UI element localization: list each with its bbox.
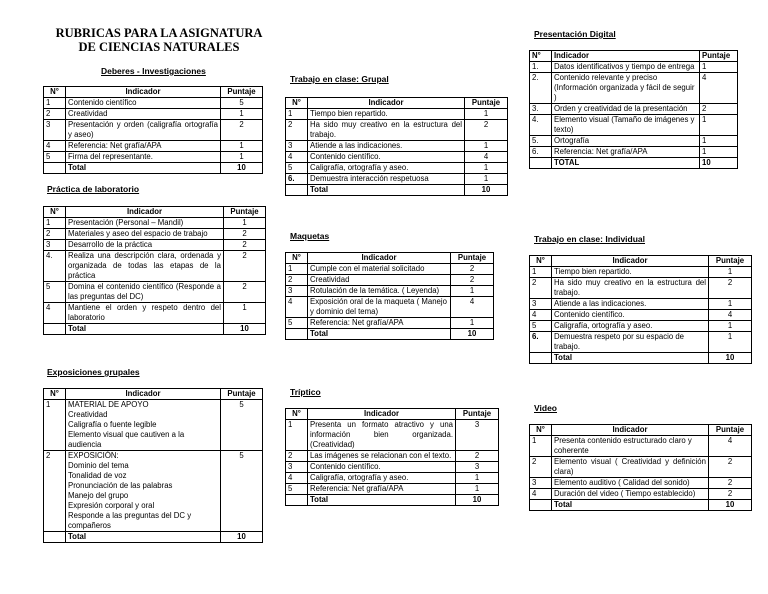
section-title-grupal: Trabajo en clase: Grupal bbox=[290, 74, 389, 84]
table-row: 1 Cumple con el material solicitado 2 bbox=[286, 264, 494, 275]
table-row: 5. Ortografía 1 bbox=[530, 136, 738, 147]
table-row: 2 Ha sido muy creativo en la estructura del trabajo. 2 bbox=[530, 278, 752, 299]
table-row: 1 MATERIAL DE APOYO Creatividad Caligrafía o fuente legible Elemento visual que cautiven a la audiencia 5 bbox=[44, 400, 263, 451]
section-title-video: Video bbox=[534, 403, 557, 413]
table-triptico bbox=[285, 408, 499, 506]
table-row: 2 Elemento visual ( Creatividad y definición clara) 2 bbox=[530, 457, 752, 478]
table-row: 3 Atiende a las indicaciones. 1 bbox=[530, 299, 752, 310]
table-row: 3 Atiende a las indicaciones. 1 bbox=[286, 141, 508, 152]
table-total-row: Total 10 bbox=[286, 329, 494, 340]
table-row: 4 Caligrafía, ortografía y aseo. 1 bbox=[286, 473, 499, 484]
table-header: N° Indicador Puntaje bbox=[530, 425, 752, 436]
table-row: 4 Referencia: Net grafía/APA 1 bbox=[44, 141, 263, 152]
table-total-row: Total 10 bbox=[44, 163, 263, 174]
table-grupal bbox=[285, 97, 508, 196]
table-header: N° Indicador Puntaje bbox=[286, 253, 494, 264]
table-total-row: Total 10 bbox=[286, 185, 508, 196]
table-row: 6. Referencia: Net grafía/APA 1 bbox=[530, 147, 738, 158]
section-title-exposiciones: Exposiciones grupales bbox=[47, 367, 140, 377]
table-row: 2 Las imágenes se relacionan con el texto. 2 bbox=[286, 451, 499, 462]
table-row: 2 Ha sido muy creativo en la estructura del trabajo. 2 bbox=[286, 120, 508, 141]
table-header: N° Indicador Puntaje bbox=[530, 256, 752, 267]
section-title-digital: Presentación Digital bbox=[534, 29, 616, 39]
table-exposiciones bbox=[43, 388, 263, 543]
table-row: 1 Presenta contenido estructurado claro y coherente 4 bbox=[530, 436, 752, 457]
table-row: 5 Caligrafía, ortografía y aseo. 1 bbox=[286, 163, 508, 174]
table-header: N° Indicador Puntaje bbox=[530, 51, 738, 62]
table-row: 2. Contenido relevante y preciso (Información organizada y fácil de seguir ) 4 bbox=[530, 73, 738, 104]
table-row: 2 EXPOSICIÓN: Dominio del tema Tonalidad de voz Pronunciación de las palabras Manejo del grupo Expresión corporal y oral Responde a las preguntas del DC y compañeros 5 bbox=[44, 451, 263, 532]
table-total-row: Total 10 bbox=[286, 495, 499, 506]
table-row: 3 Presentación y orden (caligrafía ortografía y aseo) 2 bbox=[44, 120, 263, 141]
table-header: N° Indicador Puntaje bbox=[286, 98, 508, 109]
table-total-row: Total 10 bbox=[530, 500, 752, 511]
table-row: 4 Duración del video ( Tiempo establecido) 2 bbox=[530, 489, 752, 500]
table-row: 1. Datos identificativos y tiempo de entrega 1 bbox=[530, 62, 738, 73]
table-row: 3 Contenido científico. 3 bbox=[286, 462, 499, 473]
table-row: 1 Tiempo bien repartido. 1 bbox=[530, 267, 752, 278]
table-row: 2 Creatividad 2 bbox=[286, 275, 494, 286]
table-row: 1 Contenido científico 5 bbox=[44, 98, 263, 109]
table-row: 5 Firma del representante. 1 bbox=[44, 152, 263, 163]
table-row: 1 Presentación (Personal – Mandil) 1 bbox=[44, 218, 266, 229]
table-deberes bbox=[43, 86, 263, 174]
section-title-deberes: Deberes - Investigaciones bbox=[101, 66, 206, 76]
table-row: 5 Referencia: Net grafía/APA 1 bbox=[286, 484, 499, 495]
table-header: N° Indicador Puntaje bbox=[286, 409, 499, 420]
table-digital bbox=[529, 50, 738, 169]
table-video bbox=[529, 424, 752, 511]
table-row: 3. Orden y creatividad de la presentación 2 bbox=[530, 104, 738, 115]
table-row: 4 Contenido científico. 4 bbox=[286, 152, 508, 163]
section-title-individual: Trabajo en clase: Individual bbox=[534, 234, 646, 244]
table-header: N° Indicador Puntaje bbox=[44, 389, 263, 400]
table-total-row: Total 10 bbox=[44, 532, 263, 543]
table-row: 5 Caligrafía, ortografía y aseo. 1 bbox=[530, 321, 752, 332]
table-total-row: Total 10 bbox=[44, 324, 266, 335]
table-row: 4 Exposición oral de la maqueta ( Manejo y dominio del tema) 4 bbox=[286, 297, 494, 318]
table-row: 2 Creatividad 1 bbox=[44, 109, 263, 120]
table-row: 4. Realiza una descripción clara, ordenada y organizada de todas las etapas de la práctica 2 bbox=[44, 251, 266, 282]
table-total-row: Total 10 bbox=[530, 353, 752, 364]
table-row: 6. Demuestra interacción respetuosa 1 bbox=[286, 174, 508, 185]
table-row: 4 Contenido científico. 4 bbox=[530, 310, 752, 321]
table-row: 5 Domina el contenido científico (Responde a las preguntas del DC) 2 bbox=[44, 282, 266, 303]
table-row: 4. Elemento visual (Tamaño de imágenes y texto) 1 bbox=[530, 115, 738, 136]
table-header: N° Indicador Puntaje bbox=[44, 207, 266, 218]
table-row: 3 Rotulación de la temática. ( Leyenda) 1 bbox=[286, 286, 494, 297]
table-row: 2 Materiales y aseo del espacio de trabajo 2 bbox=[44, 229, 266, 240]
table-row: 6. Demuestra respeto por su espacio de trabajo. 1 bbox=[530, 332, 752, 353]
table-row: 5 Referencia: Net grafía/APA 1 bbox=[286, 318, 494, 329]
table-header: N° Indicador Puntaje bbox=[44, 87, 263, 98]
table-maquetas bbox=[285, 252, 494, 340]
table-total-row: TOTAL 10 bbox=[530, 158, 738, 169]
table-row: 4 Mantiene el orden y respeto dentro del laboratorio 1 bbox=[44, 303, 266, 324]
section-title-laboratorio: Práctica de laboratorio bbox=[47, 184, 140, 194]
table-individual bbox=[529, 255, 752, 364]
table-row: 3 Desarrollo de la práctica 2 bbox=[44, 240, 266, 251]
section-title-maquetas: Maquetas bbox=[290, 231, 330, 241]
table-row: 1 Tiempo bien repartido. 1 bbox=[286, 109, 508, 120]
table-row: 3 Elemento auditivo ( Calidad del sonido) 2 bbox=[530, 478, 752, 489]
section-title-triptico: Tríptico bbox=[290, 387, 321, 397]
table-row: 1 Presenta un formato atractivo y una información bien organizada. (Creatividad) 3 bbox=[286, 420, 499, 451]
page-title: RUBRICAS PARA LA ASIGNATURA DE CIENCIAS NATURALES bbox=[55, 26, 263, 54]
table-laboratorio bbox=[43, 206, 266, 335]
